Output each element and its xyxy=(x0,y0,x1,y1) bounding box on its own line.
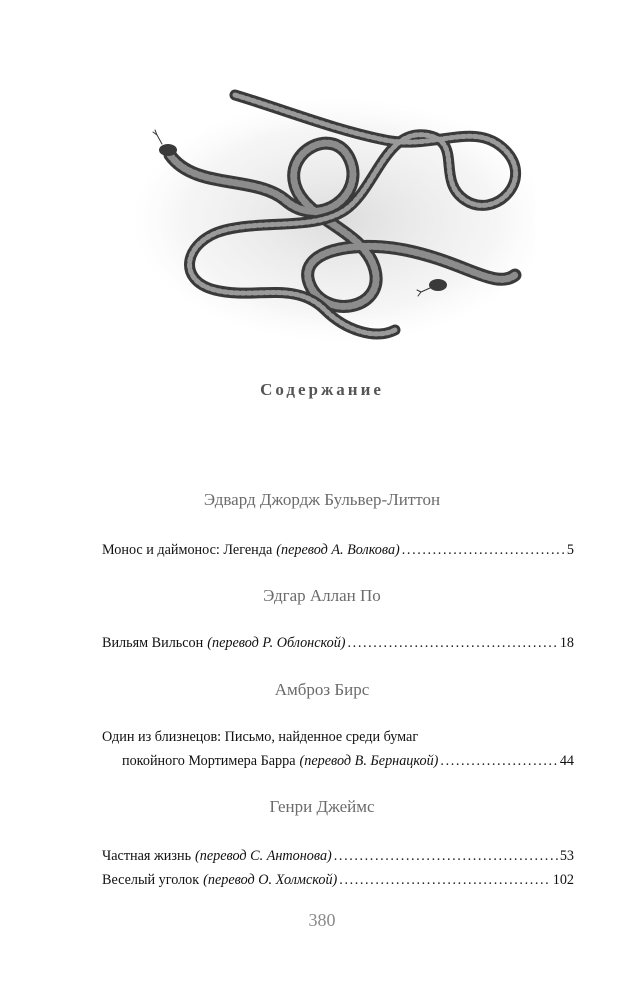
entry-title: Веселый уголок xyxy=(102,872,200,888)
entry-page: 44 xyxy=(559,753,574,769)
entry-translator: (перевод Р. Облонской) xyxy=(207,635,346,651)
toc-entry-private-life[interactable] xyxy=(102,846,574,866)
entry-title: покойного Мортимера Барра xyxy=(122,753,296,769)
entry-page: 102 xyxy=(552,872,574,888)
entry-page: 18 xyxy=(559,635,574,651)
toc-entry-jolly-corner[interactable] xyxy=(102,870,574,890)
author-bierce: Амброз Бирс xyxy=(274,680,370,699)
toc-entry-twins-line1[interactable]: Один из близнецов: Письмо, найденное среди бумаг xyxy=(102,729,419,745)
dot-leader xyxy=(402,540,565,560)
entry-title: Вильям Вильсон xyxy=(102,635,204,651)
entry-translator: (перевод А. Волкова) xyxy=(276,542,400,558)
author-bulwer-lytton: Эдвард Джордж Бульвер-Литтон xyxy=(203,490,441,509)
entry-page: 53 xyxy=(559,848,574,864)
dot-leader xyxy=(440,751,557,771)
page-number: 380 xyxy=(308,910,336,930)
dot-leader xyxy=(339,870,550,890)
author-poe: Эдгар Аллан По xyxy=(263,586,381,605)
toc-entry-monos[interactable] xyxy=(102,540,574,560)
author-james: Генри Джеймс xyxy=(269,797,375,816)
dot-leader xyxy=(334,846,558,866)
entry-translator: (перевод С. Антонова) xyxy=(195,848,332,864)
dot-leader xyxy=(348,633,558,653)
entry-title: Монос и даймонос: Легенда xyxy=(102,542,273,558)
snakes-illustration xyxy=(135,80,535,350)
contents-heading: Содержание xyxy=(260,380,384,399)
toc-entry-william-wilson[interactable] xyxy=(102,633,574,653)
entry-title: Частная жизнь xyxy=(102,848,192,864)
entry-page: 5 xyxy=(566,542,574,558)
toc-entry-twins[interactable] xyxy=(122,751,574,771)
entry-translator: (перевод В. Бернацкой) xyxy=(299,753,439,769)
entry-translator: (перевод О. Холмской) xyxy=(203,872,338,888)
